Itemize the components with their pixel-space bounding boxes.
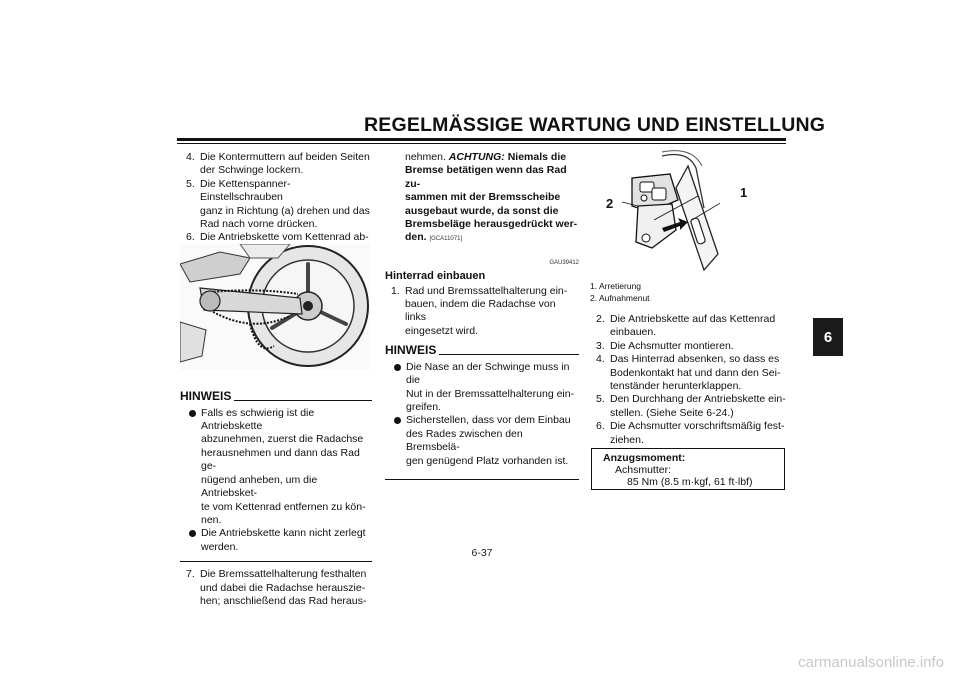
bullet-item <box>180 407 372 528</box>
step-line: der Schwinge lockern. <box>200 164 304 177</box>
column-2 <box>385 151 579 480</box>
step-line: eingesetzt wird. <box>405 324 478 337</box>
bullet-line: Sicherstellen, dass vor dem Einbau <box>406 414 571 427</box>
hinweis-label: HINWEIS <box>180 389 232 404</box>
step-line: Rad nach vorne drücken. <box>200 218 318 231</box>
step-number: 4. <box>186 151 195 163</box>
caliper-bracket-diagram <box>592 148 720 274</box>
steps-list-1b <box>180 568 372 608</box>
step-item <box>385 285 579 339</box>
warning-line: sammen mit der Bremsscheibe <box>405 191 561 204</box>
step-item <box>180 568 372 608</box>
step-line: und dabei die Radachse herauszie- <box>200 581 366 594</box>
page-title: REGELMÄSSIGE WARTUNG UND EINSTELLUNG <box>364 114 826 136</box>
step-item <box>590 353 786 393</box>
bullet-dot-icon <box>394 417 401 424</box>
torque-item: Achsmutter: <box>615 464 672 476</box>
caption-item: 2. Aufnahmenut <box>590 293 650 303</box>
warning-line: Bremse betätigen wenn das Rad zu- <box>405 164 567 190</box>
step-line: ganz in Richtung (a) drehen und das <box>200 204 370 217</box>
page-number: 6-37 <box>471 547 493 559</box>
torque-title: Anzugsmoment: <box>603 452 686 464</box>
column-3 <box>590 313 786 447</box>
column-1 <box>180 151 372 608</box>
step-line: Die Antriebskette vom Kettenrad ab- <box>200 231 369 244</box>
step-item <box>590 313 786 340</box>
hinweis-rule <box>439 354 579 355</box>
steps-list-2 <box>385 285 579 339</box>
step-line: Die Achsmutter vorschriftsmäßig fest- <box>610 420 785 433</box>
warning-line: den. <box>405 231 427 244</box>
warning-line: Niemals die <box>507 151 567 163</box>
steps-list-3 <box>590 313 786 447</box>
step-number: 3. <box>596 339 605 352</box>
step-number: 2. <box>596 313 605 325</box>
achtung-label: ACHTUNG: <box>448 151 505 163</box>
rear-wheel-chain-illustration <box>180 244 370 370</box>
caption-item: 1. Arretierung <box>590 281 642 291</box>
step-line: einbauen. <box>610 326 657 339</box>
step-number: 6. <box>186 231 195 244</box>
hinweis-heading <box>180 390 372 403</box>
bullet-item <box>385 361 579 415</box>
hinweis-rule <box>234 400 372 401</box>
step-item <box>180 151 372 178</box>
step-line: Die Kettenspanner-Einstellschrauben <box>200 177 291 204</box>
step-line: Rad und Bremssattelhalterung ein- <box>405 284 568 297</box>
bullet-dot-icon <box>189 410 196 417</box>
warning-line: Bremsbeläge herausgedrückt wer- <box>405 218 578 231</box>
bullet-line: Falls es schwierig ist die Antriebskette <box>201 406 315 433</box>
step-line: Bodenkontakt hat und dann den Sei- <box>610 366 781 379</box>
step-line: ziehen. <box>610 433 644 446</box>
title-rule <box>177 138 786 141</box>
step-line: tenständer herunterklappen. <box>610 380 742 393</box>
step-line: stellen. (Siehe Seite 6-24.) <box>610 406 734 419</box>
warning-code: [GCA11071] <box>429 236 463 243</box>
bullet-line: gen genügend Platz vorhanden ist. <box>406 454 569 467</box>
bullet-line: des Rades zwischen den Bremsbelä- <box>406 427 523 454</box>
step-line: hen; anschließend das Rad heraus- <box>200 594 367 607</box>
diagram-captions <box>590 280 650 304</box>
bullet-item <box>180 527 372 554</box>
step-line: bauen, indem die Radachse von links <box>405 298 556 324</box>
bullet-line: Die Nase an der Schwinge muss in die <box>406 360 570 387</box>
section-code: GAU39412 <box>549 259 579 266</box>
hinweis-end-rule <box>180 561 372 562</box>
bullet-line: nügend anheben, um die Antriebsket- <box>201 473 318 500</box>
hinweis-heading <box>385 344 579 357</box>
step-item <box>590 393 786 420</box>
continued-text: nehmen. <box>405 151 446 163</box>
bullet-line: Die Antriebskette kann nicht zerlegt <box>201 527 366 540</box>
step-number: 1. <box>391 284 400 297</box>
chapter-tab[interactable]: 6 <box>813 318 843 356</box>
torque-value: 85 Nm (8.5 m·kgf, 61 ft·lbf) <box>627 476 753 488</box>
step-number: 4. <box>596 353 605 366</box>
bullet-line: greifen. <box>406 400 442 413</box>
bullet-line: herausnehmen und dann das Rad ge- <box>201 446 360 473</box>
step-number: 6. <box>596 420 605 433</box>
title-rule-thin <box>177 143 786 144</box>
bullet-line: abzunehmen, zuerst die Radachse <box>201 433 364 446</box>
steps-list-1 <box>180 151 372 258</box>
step-number: 5. <box>596 393 605 406</box>
bullet-item <box>385 414 579 468</box>
hinweis-bullets-2 <box>385 361 579 468</box>
step-line: Das Hinterrad absenken, so dass es <box>610 353 780 366</box>
diagram-label-2: 2 <box>606 196 614 211</box>
step-item <box>590 420 786 447</box>
step-line: Die Kontermuttern auf beiden Seiten <box>200 151 370 163</box>
bullet-line: Nut in der Bremssattelhalterung ein- <box>406 387 575 400</box>
torque-spec-box <box>591 448 785 490</box>
section-title: Hinterrad einbauen <box>385 270 486 283</box>
step-line: Die Achsmutter montieren. <box>610 339 734 352</box>
warning-line: ausgebaut wurde, da sonst die <box>405 204 559 217</box>
step-number: 5. <box>186 177 195 190</box>
hinweis-bullets-1 <box>180 407 372 554</box>
bullet-line: werden. <box>201 540 239 553</box>
step-line: Die Bremssattelhalterung festhalten <box>200 568 367 581</box>
step-line: Die Antriebskette auf das Kettenrad <box>610 313 776 325</box>
hinweis-end-rule <box>385 479 579 480</box>
step-item <box>590 340 786 353</box>
diagram-label-1: 1 <box>740 185 748 200</box>
bullet-line: te vom Kettenrad entfernen zu kön- <box>201 500 366 513</box>
hinweis-label: HINWEIS <box>385 343 437 358</box>
bullet-dot-icon <box>394 364 401 371</box>
footer-watermark-url[interactable]: carmanualsonline.info <box>798 654 944 671</box>
step-item <box>180 178 372 232</box>
bullet-line: nen. <box>201 513 222 526</box>
bullet-dot-icon <box>189 530 196 537</box>
step-line: Den Durchhang der Antriebskette ein- <box>610 393 786 406</box>
step-number: 7. <box>186 568 195 581</box>
warning-block <box>385 151 579 247</box>
